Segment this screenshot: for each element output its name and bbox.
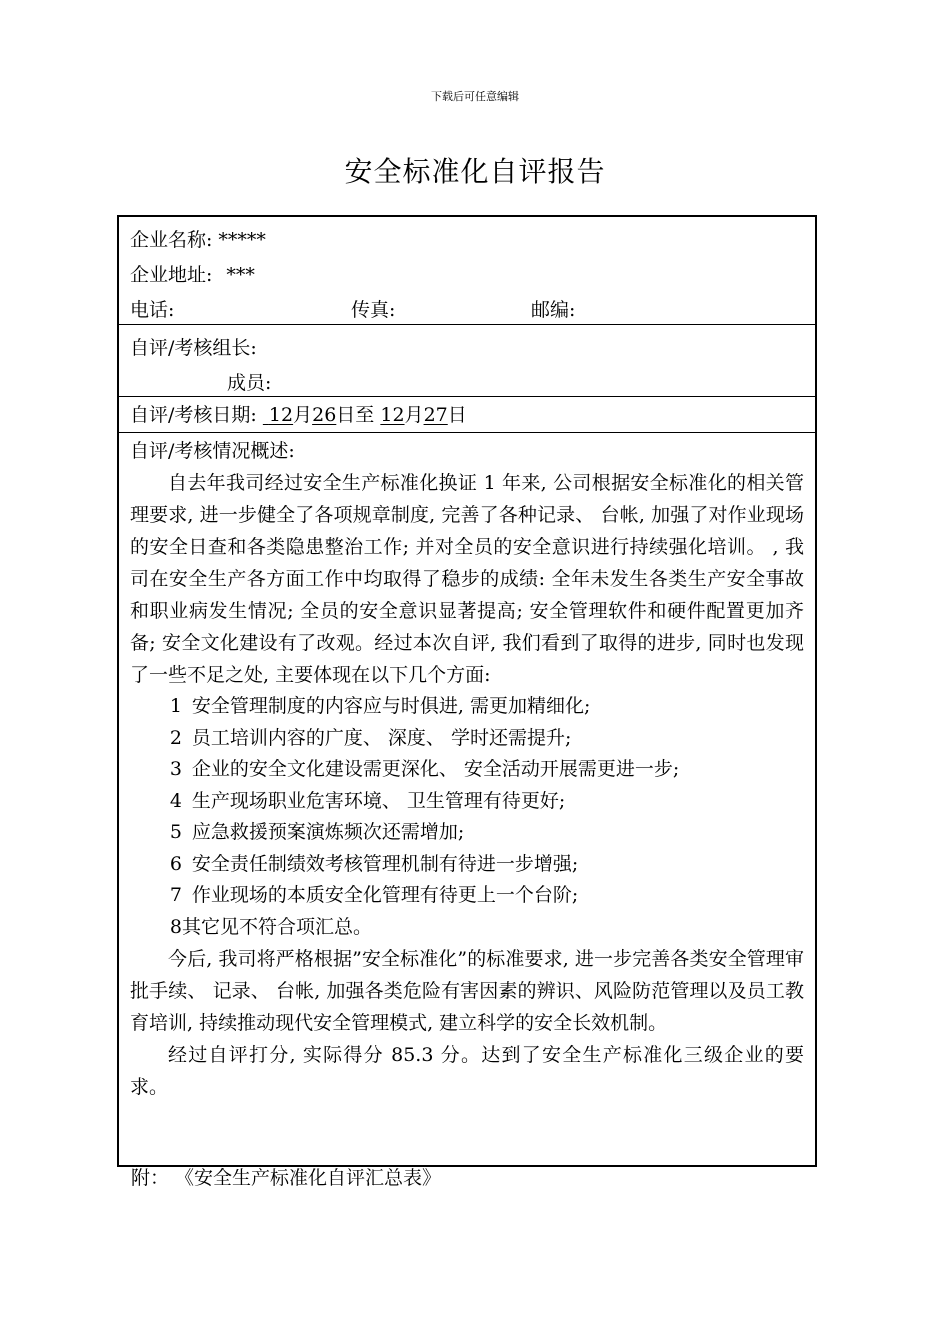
report-form (117, 215, 817, 1167)
company-address-row (130, 258, 804, 293)
end-month: 12 (380, 404, 405, 426)
summary-label: 自评/考核情况概述: (130, 440, 295, 462)
summary-section (119, 433, 815, 1103)
page-title: 安全标准化自评报告 (344, 155, 606, 188)
list-item: 5 应急救援预案演炼频次还需增加; (169, 821, 465, 843)
list-item: 6 安全责任制绩效考核管理机制有待进一步增强; (169, 852, 579, 875)
summary-intro: 自去年我司经过安全生产标准化换证 1 年来, 公司根据安全标准化的相关管理要求, 进一步健全了各项规章制度, 完善了各种记录、 台帐, 加强了对作业现场的安全日查和各类隐患整治工作; 并对全员的安全意识进行持续强化培训。 , 我司在安全生产各方面工作中均取得了稳步的成绩: 全年未发生各类生产安全事故和职业病发生情况; 全员的安全意识显著提高; 安全管理软件和硬件配置更加齐备; 安全文化建设有了改观。经过本次自评, 我们看到了取得的进步, 同时也发现了一些不足之处, 主要体现在以下几个方面: (130, 472, 804, 686)
date-to: 日至 (336, 404, 375, 426)
phone-label: 电话: (130, 299, 175, 321)
end-day-char: 日 (447, 404, 467, 426)
end-month-char: 月 (404, 404, 424, 426)
issue-list (130, 691, 804, 943)
summary-future: 今后, 我司将严格根据”安全标准化”的标准要求, 进一步完善各类安全管理审批手续、 记录、 台帐, 加强各类危险有害因素的辨识、风险防范管理以及员工教育培训, 持续推动现代安全管理模式, 建立科学的安全长效机制。 (130, 948, 804, 1034)
company-address-label: 企业地址: (130, 264, 213, 286)
list-item: 8其它见不符合项汇总。 (169, 915, 372, 938)
date-row (130, 398, 804, 433)
list-item: 1 安全管理制度的内容应与时俱进, 需更加精细化; (169, 695, 591, 717)
list-item: 7 作业现场的本质安全化管理有待更上一个台阶; (169, 884, 579, 906)
team-section (119, 325, 815, 397)
header-note: 下载后可任意编辑 (431, 90, 519, 103)
company-address-value: *** (226, 264, 255, 286)
list-item: 3 企业的安全文化建设需更深化、 安全活动开展需更进一步; (169, 758, 680, 780)
appendix-note: 附： 《安全生产标准化自评汇总表》 (131, 1167, 442, 1189)
company-name-value: ***** (218, 229, 266, 251)
contact-row (130, 293, 804, 328)
summary-score: 经过自评打分, 实际得分 85.3 分。达到了安全生产标准化三级企业的要求。 (130, 1044, 804, 1098)
start-day: 26 (312, 404, 337, 426)
start-month-char: 月 (293, 404, 313, 426)
end-day: 27 (423, 404, 448, 426)
company-name-label: 企业名称: (130, 229, 213, 251)
leader-label: 自评/考核组长: (130, 337, 257, 359)
date-label: 自评/考核日期: (130, 404, 257, 426)
members-row (130, 366, 804, 401)
list-item: 4 生产现场职业危害环境、 卫生管理有待更好; (169, 789, 566, 812)
company-name-row (130, 223, 804, 258)
date-section (119, 397, 815, 433)
company-info-section (119, 217, 815, 325)
postcode-label: 邮编: (531, 299, 576, 321)
fax-label: 传真: (351, 299, 396, 321)
leader-row (130, 331, 804, 366)
start-month: 12 (268, 404, 294, 426)
list-item: 2 员工培训内容的广度、 深度、 学时还需提升; (169, 726, 572, 749)
members-label: 成员: (227, 372, 272, 394)
